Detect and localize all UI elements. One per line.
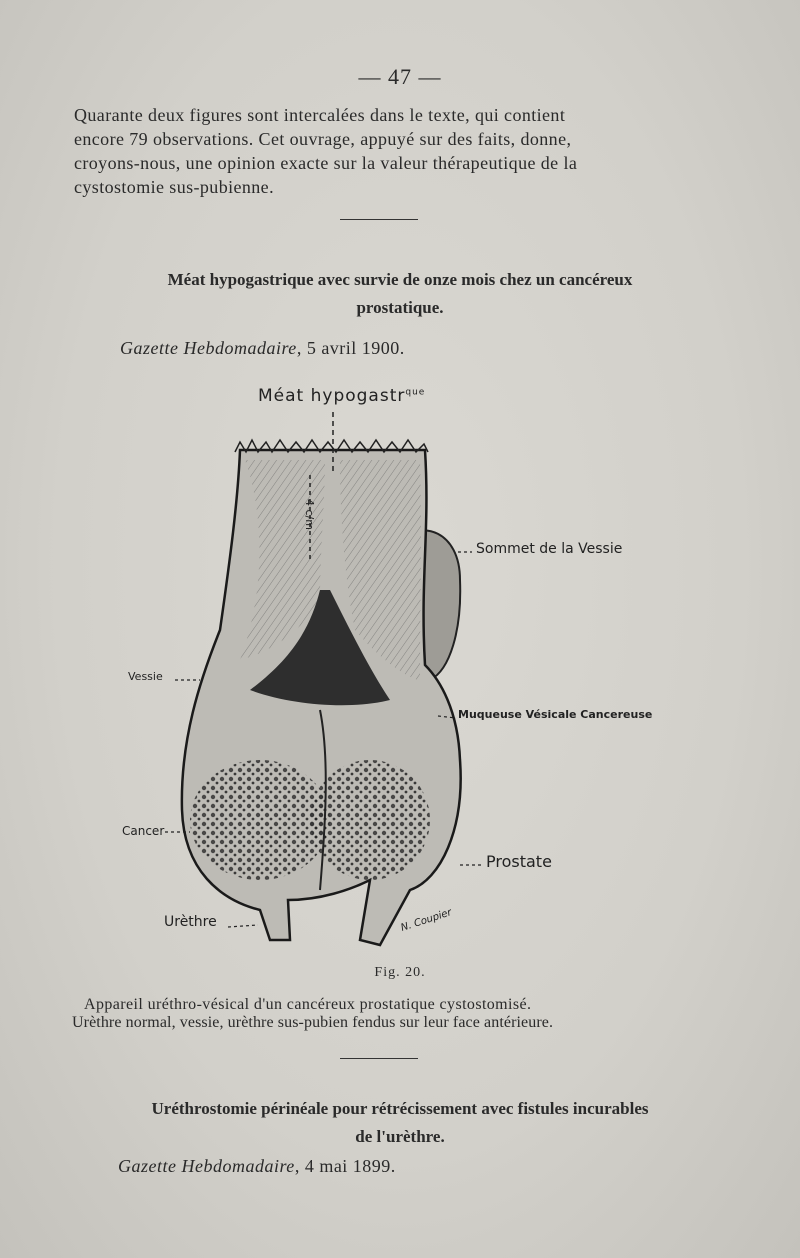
label-measure-text: 4 c/m [302, 499, 316, 530]
artist-signature-text: N. Coupier [399, 907, 454, 934]
label-prostate [486, 852, 552, 871]
section-divider [340, 219, 418, 220]
label-muqueuse [458, 708, 652, 721]
label-muqueuse-text: Muqueuse Vésicale Cancereuse [458, 708, 653, 721]
label-measure [303, 499, 316, 530]
paragraph-line: cystostomie sus-pubienne. [74, 177, 274, 197]
paragraph-line: encore 79 observations. Cet ouvrage, appuyé sur des faits, donne, [74, 129, 572, 149]
label-vessie-text: Vessie [128, 670, 163, 683]
section1-title-line1: Méat hypogastrique avec survie de onze mois chez un cancéreux [167, 270, 633, 289]
label-prostate-text: Prostate [486, 852, 552, 871]
label-cancer [122, 824, 164, 838]
section1-title-line2: prostatique. [356, 298, 444, 317]
page-number: — 47 — [358, 64, 442, 89]
figure-caption-line2: Urèthre normal, vessie, urèthre sus-pubien fendus sur leur face antérieure. [72, 1014, 554, 1031]
anatomical-figure [120, 380, 680, 960]
label-urethre-text: Urèthre [164, 914, 217, 930]
label-urethre [164, 914, 217, 930]
label-meat-sup: que [405, 387, 426, 398]
figure-drawing [120, 380, 680, 960]
label-meat [258, 386, 425, 406]
section2-title-line2: de l'urèthre. [355, 1127, 445, 1146]
section2-title [60, 1095, 740, 1151]
section1-title [80, 266, 720, 322]
source-journal: Gazette Hebdomadaire [120, 338, 297, 358]
label-vessie [128, 670, 163, 683]
figure-caption-line1: Appareil uréthro-vésical d'un cancéreux prostatique cystostomisé. [84, 996, 532, 1013]
label-sommet [476, 541, 622, 557]
paragraph-line: croyons-nous, une opinion exacte sur la valeur thérapeutique de la [74, 153, 578, 173]
intro-paragraph [74, 103, 698, 199]
paragraph-line: Quarante deux figures sont intercalées dans le texte, qui contient [74, 105, 566, 125]
label-cancer-text: Cancer [122, 824, 165, 838]
label-meat-text: Méat hypogastr [258, 386, 406, 406]
section2-title-line1: Uréthrostomie périnéale pour rétrécissement avec fistules incurables [151, 1099, 649, 1118]
label-sommet-text: Sommet de la Vessie [476, 541, 623, 557]
section1-source [120, 338, 405, 359]
source-date: , 5 avril 1900. [296, 338, 405, 358]
section-divider [340, 1058, 418, 1059]
source-journal: Gazette Hebdomadaire [118, 1156, 295, 1176]
figure-number: Fig. 20. [374, 965, 426, 980]
source-date: , 4 mai 1899. [294, 1156, 396, 1176]
section2-source [118, 1156, 396, 1177]
